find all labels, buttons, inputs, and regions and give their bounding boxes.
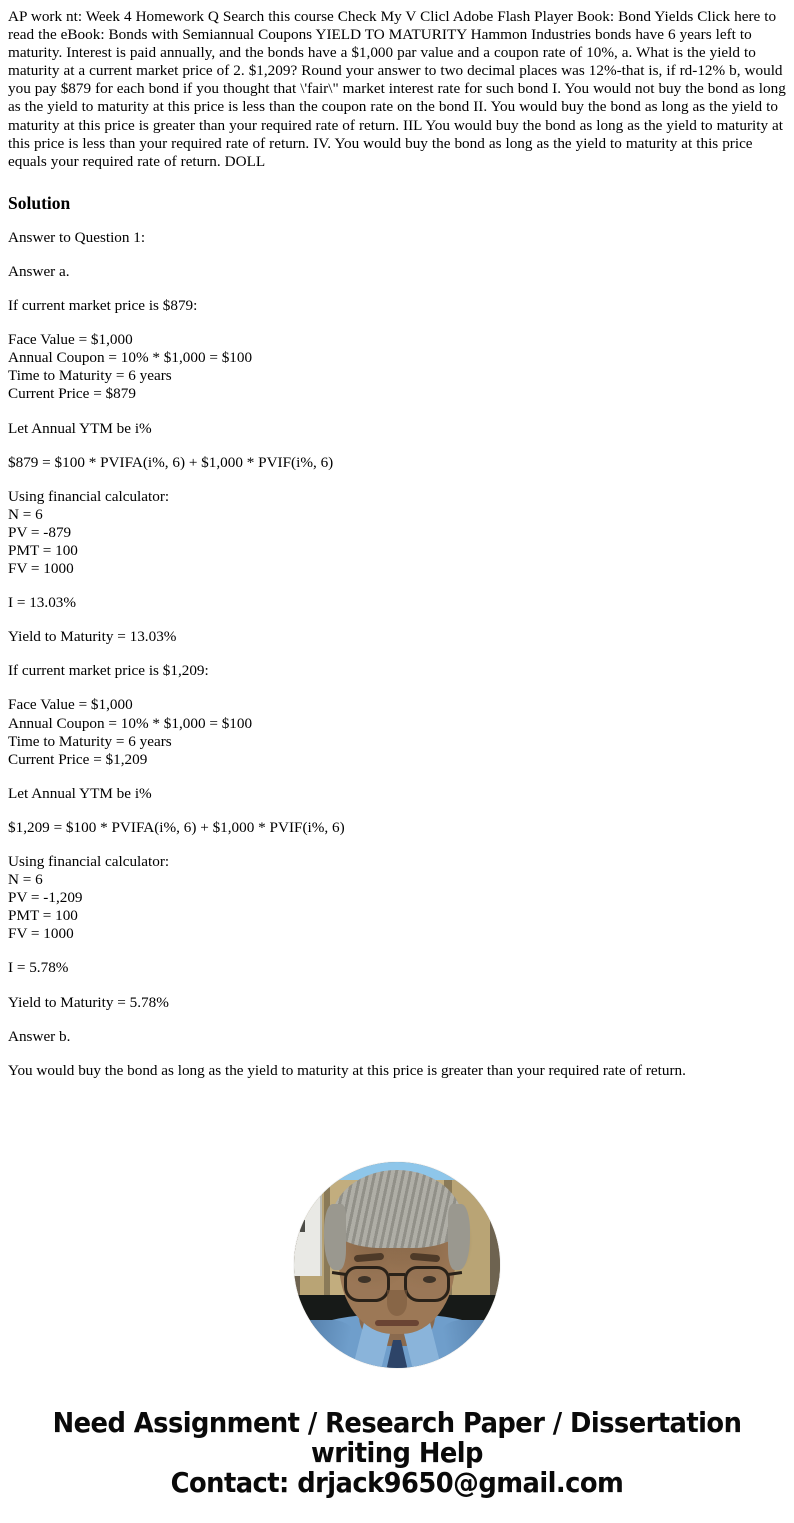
case2-input-time-to-maturity: Time to Maturity = 6 years xyxy=(8,732,172,750)
case2-price-intro: If current market price is $1,209: xyxy=(8,662,209,680)
answer-b-label: Answer b. xyxy=(8,1027,71,1045)
footer-line-writing-help: writing Help xyxy=(311,1435,483,1469)
case1-calculator-pmt: PMT = 100 xyxy=(8,541,78,559)
case1-inputs xyxy=(8,331,786,403)
avatar-shirt-shadow-left xyxy=(294,1320,358,1368)
case2-ytm-assumption: Let Annual YTM be i% xyxy=(8,784,152,802)
avatar-glasses-lens-left xyxy=(344,1266,390,1302)
avatar-door-frame xyxy=(294,1190,322,1276)
solution-heading: Solution xyxy=(8,192,71,213)
case2-input-annual-coupon: Annual Coupon = 10% * $1,000 = $100 xyxy=(8,714,253,732)
avatar-glasses-lens-right xyxy=(404,1266,450,1302)
case1-calculator xyxy=(8,488,786,578)
footer-line-contact-email: Contact: drjack9650@gmail.com xyxy=(170,1465,624,1499)
answer-a-label: Answer a. xyxy=(8,262,70,280)
case2-input-current-price: Current Price = $1,209 xyxy=(8,750,148,768)
answer-intro: Answer to Question 1: xyxy=(8,228,146,246)
case1-price-intro: If current market price is $879: xyxy=(8,297,198,315)
avatar xyxy=(294,1162,500,1368)
footer-line-services: Need Assignment / Research Paper / Dissertation xyxy=(52,1405,742,1439)
case2-calculator-n: N = 6 xyxy=(8,871,43,889)
avatar-container xyxy=(8,1162,786,1368)
avatar-hair-left-side xyxy=(324,1204,346,1270)
case1-calculator-pv: PV = -879 xyxy=(8,523,72,541)
avatar-hair-right-side xyxy=(448,1204,470,1270)
case2-calculator xyxy=(8,853,786,943)
case1-equation: $879 = $100 * PVIFA(i%, 6) + $1,000 * PVIF(i%, 6) xyxy=(8,453,334,471)
case1-ytm-assumption: Let Annual YTM be i% xyxy=(8,419,152,437)
case1-calculator-n: N = 6 xyxy=(8,505,43,523)
avatar-shirt-shadow-right xyxy=(436,1320,500,1368)
promotional-footer xyxy=(39,1405,755,1516)
case1-input-face-value: Face Value = $1,000 xyxy=(8,331,133,349)
avatar-mouth xyxy=(375,1320,419,1326)
case1-ytm-result: Yield to Maturity = 13.03% xyxy=(8,628,177,646)
case2-calculator-fv: FV = 1000 xyxy=(8,925,74,943)
case2-equation: $1,209 = $100 * PVIFA(i%, 6) + $1,000 * PVIF(i%, 6) xyxy=(8,818,345,836)
case1-input-current-price: Current Price = $879 xyxy=(8,385,136,403)
case2-calculator-pmt: PMT = 100 xyxy=(8,907,78,925)
case1-calculator-fv: FV = 1000 xyxy=(8,560,74,578)
avatar-nose xyxy=(387,1290,407,1316)
case1-input-time-to-maturity: Time to Maturity = 6 years xyxy=(8,367,172,385)
case1-interest-result: I = 13.03% xyxy=(8,594,77,612)
answer-b-text: You would buy the bond as long as the yield to maturity at this price is greater than your required rate of return. xyxy=(8,1061,686,1079)
case2-interest-result: I = 5.78% xyxy=(8,959,69,977)
answer-body xyxy=(8,229,786,1080)
case2-inputs xyxy=(8,696,786,768)
question-text: AP work nt: Week 4 Homework Q Search this course Check My V Clicl Adobe Flash Player Book: Bond Yields Click here to read the eBook: Bonds with Semiannual Coupons YIELD TO MATURITY Hammon Industries bonds have 6 years left to maturity. Interest is paid annually, and the bonds have a $1,000 par value and a coupon rate of 10%, a. What is the yield to maturity at a current market price of 2. $1,209? Round your answer to two decimal places was 12%-that is, if rd-12% b, would you pay $879 for each bond if you thought that \'fair\" market interest rate for such bond I. You would not buy the bond as long as the yield to maturity at this price is less than the coupon rate on the bond II. You would buy the bond as long as the yield to maturity at this price is greater than your required rate of return. IIL You would buy the bond as long as the yield to maturity at this price is less than your required rate of return. IV. You would buy the bond as long as the yield to maturity at this price equals your required rate of return. DOLL xyxy=(8,8,786,170)
case2-calculator-label: Using financial calculator: xyxy=(8,853,170,870)
case1-input-annual-coupon: Annual Coupon = 10% * $1,000 = $100 xyxy=(8,349,253,367)
case2-calculator-pv: PV = -1,209 xyxy=(8,889,83,907)
case2-input-face-value: Face Value = $1,000 xyxy=(8,696,133,714)
case1-calculator-label: Using financial calculator: xyxy=(8,487,170,505)
avatar-glasses-bridge xyxy=(389,1273,405,1276)
case2-ytm-result: Yield to Maturity = 5.78% xyxy=(8,993,169,1011)
